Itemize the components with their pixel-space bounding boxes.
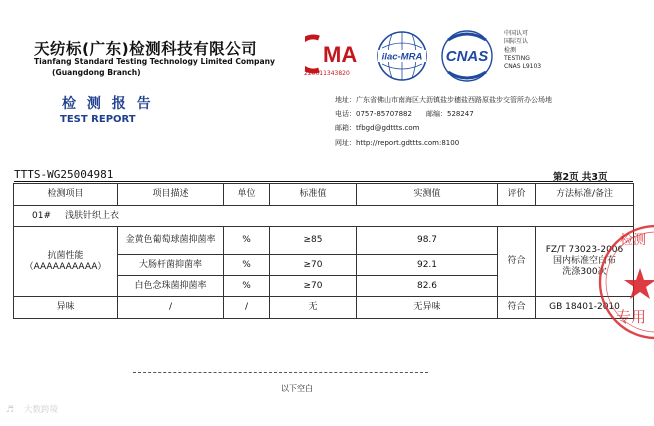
antibacterial-evaluation: 符合	[498, 227, 536, 297]
cnas-info-line: CNAS L9103	[504, 63, 542, 71]
odor-standard: 无	[270, 297, 357, 319]
contact-email[interactable]: 邮箱：tfbgd@gdttts.com	[335, 124, 420, 133]
cma-logo-text: MA	[323, 42, 358, 67]
contact-block	[335, 93, 552, 150]
row-standard: ≥70	[270, 276, 357, 297]
row-unit: %	[224, 276, 270, 297]
header-description: 项目描述	[118, 184, 224, 206]
method-line: 洗涤300次	[562, 267, 607, 277]
row-unit: %	[224, 227, 270, 255]
antibacterial-item-cell	[14, 227, 118, 297]
row-measured: 92.1	[357, 255, 498, 276]
cnas-logo	[436, 28, 498, 84]
row-description: 金黄色葡萄球菌抑菌率	[118, 227, 224, 255]
inspection-stamp	[594, 210, 654, 350]
cma-number: 220011343820	[304, 70, 350, 77]
cnas-info-line: 国际互认	[504, 38, 529, 46]
header-evaluation: 评价	[498, 184, 536, 206]
ilac-mra-logo	[374, 28, 430, 84]
header-test-item: 检测项目	[14, 184, 118, 206]
cnas-info-line: 中国认可	[504, 30, 529, 37]
company-name-cn: 天纺标(广东)检测科技有限公司	[34, 40, 258, 58]
antibacterial-item-note: （AAAAAAAAAA）	[24, 261, 107, 272]
page-info: 第2页 共3页	[553, 172, 608, 183]
odor-description: /	[118, 297, 224, 319]
report-number: TTTS-WG25004981	[14, 168, 114, 181]
sample-number: 01#	[32, 210, 51, 221]
cnas-logo-text: CNAS	[445, 48, 489, 65]
table-row	[14, 297, 634, 319]
odor-item: 异味	[14, 297, 118, 319]
header-measured-value: 实测值	[357, 184, 498, 206]
sample-row	[14, 206, 634, 227]
odor-measured: 无异味	[357, 297, 498, 319]
row-description: 白色念珠菌抑菌率	[118, 276, 224, 297]
table-row	[14, 227, 634, 255]
end-divider	[133, 372, 428, 373]
odor-method: GB 18401-2010	[536, 297, 634, 319]
cnas-accreditation-info	[504, 30, 541, 71]
stamp-text-bottom: 专用	[616, 308, 647, 326]
method-line: 国内标准空白布	[552, 256, 616, 266]
header-divider	[14, 181, 633, 182]
report-title-cn: 检 测 报 告	[62, 96, 154, 112]
report-title-en: TEST REPORT	[60, 114, 136, 125]
test-results-table	[13, 183, 634, 319]
header-standard-value: 标准值	[270, 184, 357, 206]
antibacterial-item: 抗菌性能	[47, 250, 84, 261]
header-method: 方法标准/备注	[536, 184, 634, 206]
method-line: FZ/T 73023-2006	[545, 245, 624, 255]
header-unit: 单位	[224, 184, 270, 206]
contact-phone: 电话：0757-85707882	[335, 110, 412, 119]
contact-postcode: 邮编：528247	[425, 110, 474, 119]
cnas-info-line: 检测	[504, 46, 517, 54]
contact-address: 地址：广东省佛山市南海区大沥镇盐步穗盐西路原盐步交管所办公场地	[335, 96, 552, 104]
watermark	[6, 403, 58, 415]
ilac-logo-text: ilac-MRA	[381, 51, 423, 63]
end-of-report-note: 以下空白	[281, 384, 313, 393]
odor-evaluation: 符合	[498, 297, 536, 319]
row-unit: %	[224, 255, 270, 276]
watermark-text: 大数跨境	[24, 405, 59, 415]
stamp-star-icon	[624, 268, 654, 299]
watermark-icon: ♬	[6, 405, 15, 415]
stamp-text-top: 检测	[620, 233, 647, 248]
row-measured: 82.6	[357, 276, 498, 297]
row-standard: ≥70	[270, 255, 357, 276]
cnas-info-line: TESTING	[504, 54, 530, 62]
contact-phone-postcode	[335, 107, 552, 121]
company-name-en: Tianfang Standard Testing Technology Limited Company	[34, 57, 275, 66]
row-measured: 98.7	[357, 227, 498, 255]
sample-cell	[14, 206, 634, 227]
row-description: 大肠杆菌抑菌率	[118, 255, 224, 276]
sample-name: 浅肤针织上衣	[65, 210, 120, 221]
company-branch-en: (Guangdong Branch)	[52, 68, 141, 77]
odor-unit: /	[224, 297, 270, 319]
contact-website[interactable]: 网址：http://report.gdttts.com:8100	[335, 138, 460, 147]
row-standard: ≥85	[270, 227, 357, 255]
table-header-row	[14, 184, 634, 206]
